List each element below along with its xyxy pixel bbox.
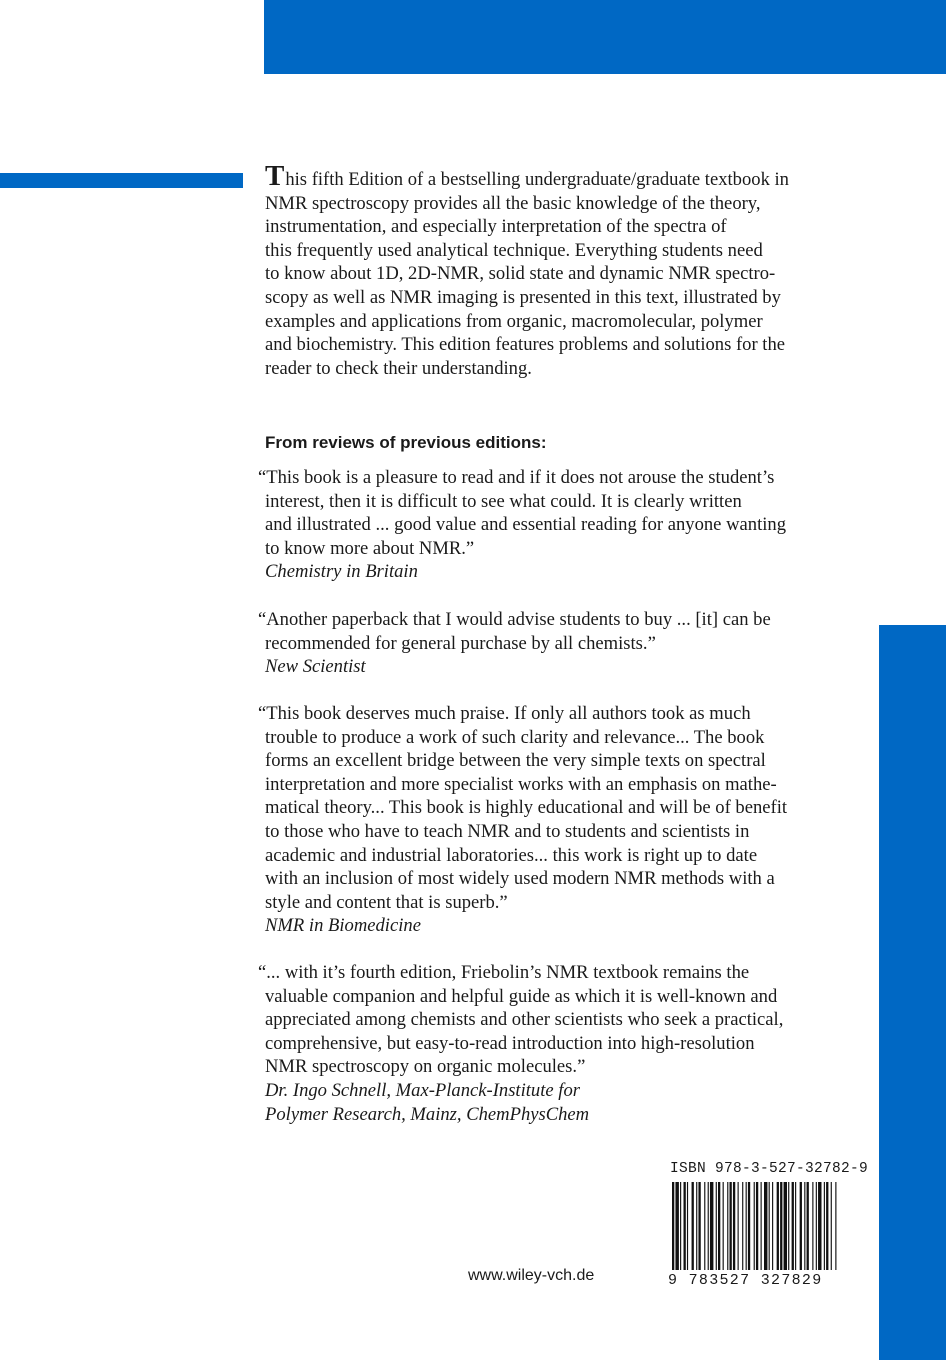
barcode-bar (804, 1182, 805, 1270)
review-quote (258, 961, 868, 1126)
blurb-line: NMR spectroscopy provides all the basic knowledge of the theory, (265, 192, 761, 214)
review-source: New Scientist (265, 656, 366, 678)
barcode-bar (742, 1182, 743, 1270)
blurb-line: instrumentation, and especially interpretation of the spectra of (265, 216, 727, 238)
review-line: “Another paperback that I would advise students to buy ... [it] can be (258, 609, 771, 630)
review-line: with an inclusion of most widely used modern NMR methods with a (265, 868, 775, 890)
barcode-bar (764, 1182, 767, 1270)
barcode-bar (704, 1182, 705, 1270)
barcode-bar (784, 1182, 787, 1270)
barcode-bar (795, 1182, 796, 1270)
barcode-bar (684, 1182, 686, 1270)
review-line: “... with it’s fourth edition, Friebolin’s NMR textbook remains the (258, 962, 750, 983)
review-line: matical theory... This book is highly educational and will be of benefit (265, 797, 788, 819)
top-blue-band (264, 0, 946, 74)
barcode (668, 1182, 840, 1272)
barcode-bar (769, 1182, 770, 1270)
review-quote (258, 466, 868, 584)
barcode-bar (812, 1182, 813, 1270)
barcode-bar (800, 1182, 802, 1270)
review-line: to those who have to teach NMR and to students and scientists in (265, 820, 750, 842)
barcode-bar (730, 1182, 732, 1270)
review-line: interest, then it is difficult to see what could. It is clearly written (265, 490, 742, 512)
review-line: forms an excellent bridge between the very simple texts on spectral (265, 750, 766, 772)
barcode-bar (761, 1182, 762, 1270)
barcode-bar (824, 1182, 825, 1270)
barcode-digits: 9 783527 327829 (668, 1272, 823, 1289)
barcode-bar (748, 1182, 750, 1270)
blurb-line: to know about 1D, 2D-NMR, solid state and dynamic NMR spectro- (265, 263, 776, 285)
review-source: Polymer Research, Mainz, ChemPhysChem (265, 1103, 590, 1125)
blurb-line: examples and applications from organic, macromolecular, polymer (265, 310, 763, 332)
isbn-label: ISBN 978-3-527-32782-9 (670, 1161, 869, 1177)
review-quote (258, 702, 868, 938)
barcode-bar (738, 1182, 739, 1270)
review-line: and illustrated ... good value and essential reading for anyone wanting (265, 514, 786, 536)
barcode-bar (675, 1182, 678, 1270)
barcode-bar (718, 1182, 720, 1270)
barcode-bar (733, 1182, 735, 1270)
barcode-bar (687, 1182, 688, 1270)
right-blue-band (879, 625, 946, 1360)
reviews-heading: From reviews of previous editions: (265, 433, 547, 452)
review-line: to know more about NMR.” (265, 537, 475, 559)
barcode-bar (792, 1182, 794, 1270)
blurb-line: and biochemistry. This edition features problems and solutions for the (265, 334, 786, 356)
barcode-bar (723, 1182, 724, 1270)
barcode-bar (716, 1182, 717, 1270)
review-line: appreciated among chemists and other scientists who seek a practical, (265, 1009, 784, 1031)
blurb-line: reader to check their understanding. (265, 357, 532, 379)
barcode-bar (746, 1182, 747, 1270)
review-line: valuable companion and helpful guide as which it is well-known and (265, 985, 778, 1007)
publisher-website: www.wiley-vch.de (468, 1267, 595, 1284)
barcode-bar (826, 1182, 828, 1270)
review-line: NMR spectroscopy on organic molecules.” (265, 1056, 586, 1078)
barcode-bar (818, 1182, 821, 1270)
barcode-bar (698, 1182, 700, 1270)
barcode-bar (708, 1182, 709, 1270)
blurb-line: scopy as well as NMR imaging is presented in this text, illustrated by (265, 286, 781, 308)
review-line: style and content that is superb.” (265, 891, 508, 913)
barcode-bar (672, 1182, 674, 1270)
barcode-bar (754, 1182, 755, 1270)
barcode-bar (727, 1182, 728, 1270)
review-line: comprehensive, but easy-to-read introduction into high-resolution (265, 1032, 755, 1054)
barcode-bar (777, 1182, 779, 1270)
barcode-bar (831, 1182, 832, 1270)
left-blue-band (0, 173, 243, 188)
barcode-bar (835, 1182, 836, 1270)
review-line: academic and industrial laboratories... this work is right up to date (265, 844, 758, 866)
barcode-bar (680, 1182, 681, 1270)
barcode-bar (696, 1182, 697, 1270)
barcode-bar (710, 1182, 713, 1270)
barcode-bar (756, 1182, 758, 1270)
isbn-barcode-block (668, 1160, 869, 1296)
blurb-line: this frequently used analytical technique. Everything students need (265, 239, 763, 261)
review-source: Chemistry in Britain (265, 561, 418, 583)
barcode-bar (816, 1182, 817, 1270)
review-source: NMR in Biomedicine (265, 915, 421, 937)
review-line: interpretation and more specialist works with an emphasis on mathe- (265, 773, 777, 795)
barcode-bar (807, 1182, 809, 1270)
barcode-bar (692, 1182, 694, 1270)
blurb (265, 160, 865, 380)
blurb-line: This fifth Edition of a bestselling undergraduate/graduate textbook in (265, 160, 789, 192)
review-line: “This book deserves much praise. If only all authors took as much (258, 703, 751, 724)
barcode-bar (780, 1182, 782, 1270)
barcode-bar (772, 1182, 773, 1270)
review-quote (258, 608, 868, 679)
review-source: Dr. Ingo Schnell, Max-Planck-Institute for (265, 1079, 580, 1101)
review-line: recommended for general purchase by all chemists.” (265, 632, 656, 654)
review-line: “This book is a pleasure to read and if it does not arouse the student’s (258, 467, 775, 488)
dropcap: T (265, 160, 285, 192)
review-line: trouble to produce a work of such clarity and relevance... The book (265, 726, 765, 748)
barcode-bar (788, 1182, 789, 1270)
